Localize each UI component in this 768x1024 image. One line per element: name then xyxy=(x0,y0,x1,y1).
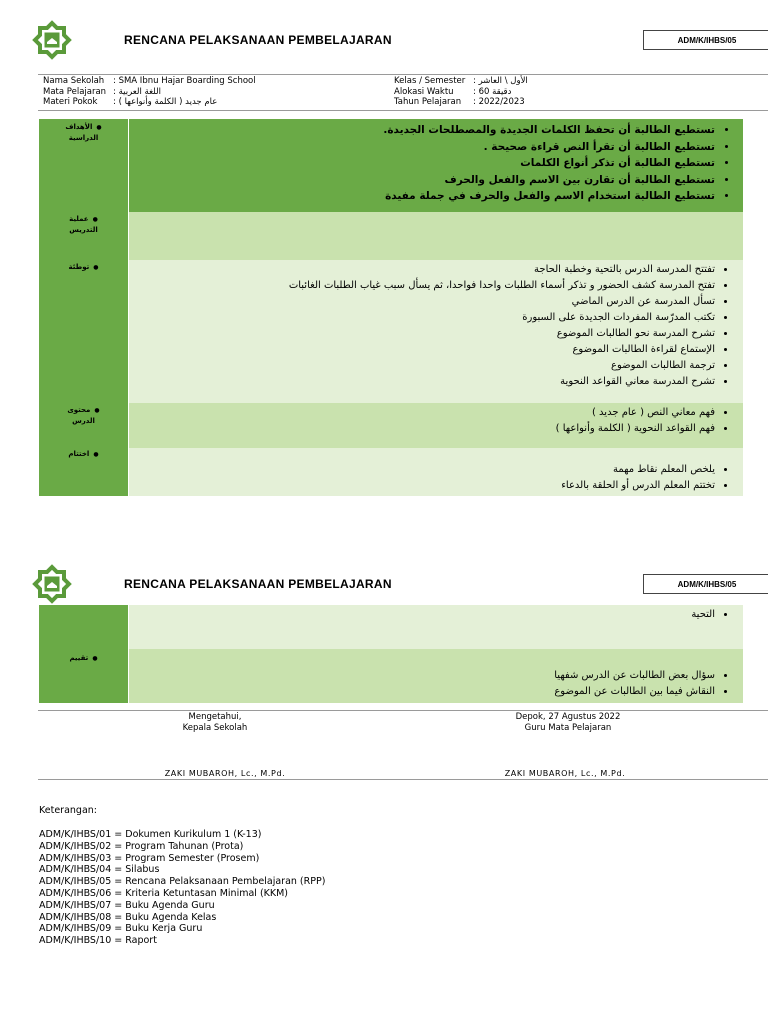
section-label-text: عملية التدريس xyxy=(69,215,98,234)
list-item: ADM/K/IHBS/06 = Kriteria Ketuntasan Minimal (KKM) xyxy=(39,887,289,899)
content-list xyxy=(129,405,743,437)
opening-list xyxy=(129,262,743,390)
info-label: Mata Pelajaran xyxy=(43,86,107,97)
list-item: • تستطيع الطالبة استخدام الاسم والفعل والحرف في جملة مفيدة xyxy=(129,188,715,205)
signature-line: Mengetahui, xyxy=(188,712,242,722)
info-label: Nama Sekolah xyxy=(43,76,105,86)
list-item: ADM/K/IHBS/02 = Program Tahunan (Prota) xyxy=(39,840,244,852)
divider xyxy=(38,779,768,780)
list-item: ADM/K/IHBS/07 = Buku Agenda Guru xyxy=(39,899,215,911)
section-content-process xyxy=(129,212,743,260)
info-value: : SMA Ibnu Hajar Boarding School xyxy=(113,76,256,86)
section-content-content xyxy=(129,403,743,448)
list-item: • تكتب المدرّسة المفردات الجديدة على السبورة xyxy=(129,310,715,326)
list-item: • تشرح المدرسة معاني القواعد النحوية xyxy=(129,374,715,390)
section-content-greeting xyxy=(129,605,743,649)
school-logo-icon xyxy=(30,18,74,62)
section-label-text: توطئة xyxy=(68,263,90,271)
greeting-list xyxy=(129,607,743,623)
info-label: Materi Pokok xyxy=(43,97,98,107)
section-label-text: تقييم xyxy=(69,654,89,662)
signature-left xyxy=(140,712,290,734)
signature-line: Depok, 27 Agustus 2022 xyxy=(515,712,621,722)
section-label-objectives: ●الأهداف الدراسية xyxy=(39,119,129,212)
list-item: • النقاش فيما بين الطالبات عن الموضوع xyxy=(129,684,715,700)
section-content-objectives xyxy=(129,119,743,212)
list-item: • تشرح المدرسة نحو الطالبات الموضوع xyxy=(129,326,715,342)
section-label-process: ●عملية التدريس xyxy=(39,212,129,260)
list-item: ADM/K/IHBS/09 = Buku Kerja Guru xyxy=(39,923,203,935)
signature-name-left: ZAKI MUBAROH, Lc., M.Pd. xyxy=(164,769,286,778)
section-label-closing: ●اختتام xyxy=(39,448,129,496)
list-item: • تستطيع الطالبة أن تذكر أنواع الكلمات xyxy=(129,155,715,172)
list-item: ADM/K/IHBS/04 = Silabus xyxy=(39,864,160,876)
list-item: • تفتح المدرسة كشف الحضور و تذكر أسماء الطلبات واحدا فواحدا، ثم يسأل سبب غياب الطلبات الغائبات xyxy=(129,278,715,294)
list-item: ADM/K/IHBS/03 = Program Semester (Prosem) xyxy=(39,852,260,864)
divider xyxy=(38,710,768,711)
divider xyxy=(38,110,768,111)
keterangan-title: Keterangan: xyxy=(39,805,97,816)
signature-line: Kepala Sekolah xyxy=(182,723,248,733)
list-item: • سؤال بعض الطالبات عن الدرس شفهيا xyxy=(129,668,715,684)
list-item: • فهم القواعد النحوية ( الكلمة وأنواعها ) xyxy=(129,421,715,437)
school-logo-icon xyxy=(30,562,74,606)
list-item: • تفتتح المدرسة الدرس بالتحية وخطبة الحاجة xyxy=(129,262,715,278)
info-value: : 60 دقيقة xyxy=(473,86,512,97)
section-label-content: ●محتوى الدرس xyxy=(39,403,129,448)
list-item: • تستطيع الطالبة أن تقرأ النص قراءة صحيحة . xyxy=(129,139,715,156)
objectives-list xyxy=(129,122,743,205)
list-item: ADM/K/IHBS/05 = Rencana Pelaksanaan Pembelajaran (RPP) xyxy=(39,876,326,888)
document-code: ADM/K/IHBS/05 xyxy=(643,30,768,50)
signature-right xyxy=(488,712,648,734)
divider xyxy=(38,74,768,75)
list-item: • فهم معاني النص ( عام جديد ) xyxy=(129,405,715,421)
assessment-list xyxy=(129,668,743,700)
list-item: • تسأل المدرسة عن الدرس الماضي xyxy=(129,294,715,310)
signature-name-right: ZAKI MUBAROH, Lc., M.Pd. xyxy=(504,769,626,778)
list-item: ADM/K/IHBS/01 = Dokumen Kurikulum 1 (K-13) xyxy=(39,829,262,840)
info-value: : 2022/2023 xyxy=(473,97,525,107)
section-label-text: الأهداف الدراسية xyxy=(65,123,99,142)
info-left xyxy=(43,76,256,108)
section-content-opening xyxy=(129,260,743,403)
info-value: : عام جديد ( الكلمة وأنواعها ) xyxy=(113,97,218,107)
page-title: RENCANA PELAKSANAAN PEMBELAJARAN xyxy=(124,577,392,591)
list-item: ADM/K/IHBS/10 = Raport xyxy=(39,935,157,947)
info-label: Tahun Pelajaran xyxy=(394,97,462,107)
list-item: • تختتم المعلم الدرس أو الحلقة بالدعاء xyxy=(129,478,715,494)
section-label-greeting xyxy=(39,605,129,649)
info-value: : اللغة العربية xyxy=(113,86,161,97)
info-label: Kelas / Semester xyxy=(394,76,466,86)
closing-list xyxy=(129,462,743,494)
info-label: Alokasi Waktu xyxy=(394,86,454,97)
list-item: • ترجمة الطالبات الموضوع xyxy=(129,358,715,374)
list-item: • الإستماع لقراءة الطالبات الموضوع xyxy=(129,342,715,358)
section-label-text: محتوى الدرس xyxy=(67,406,95,425)
section-label-text: اختتام xyxy=(68,450,90,458)
info-value: : الأول \ العاشر xyxy=(473,76,528,86)
document-code: ADM/K/IHBS/05 xyxy=(643,574,768,594)
info-right xyxy=(394,76,528,108)
signature-line: Guru Mata Pelajaran xyxy=(524,723,612,733)
keterangan-list xyxy=(39,829,325,947)
list-item: • التحية xyxy=(129,607,715,623)
list-item: • تستطيع الطالبة أن تقارن بين الاسم والفعل والحرف xyxy=(129,172,715,189)
list-item: • يلخص المعلم نقاط مهمة xyxy=(129,462,715,478)
section-label-assessment: ●تقييم xyxy=(39,649,129,703)
section-content-assessment xyxy=(129,649,743,703)
list-item: ADM/K/IHBS/08 = Buku Agenda Kelas xyxy=(39,911,217,923)
section-content-closing xyxy=(129,448,743,496)
list-item: • تستطيع الطالبة أن تحفظ الكلمات الجديدة والمصطلحات الجديدة. xyxy=(129,122,715,139)
page-title: RENCANA PELAKSANAAN PEMBELAJARAN xyxy=(124,33,392,47)
section-label-opening: ●توطئة xyxy=(39,260,129,403)
